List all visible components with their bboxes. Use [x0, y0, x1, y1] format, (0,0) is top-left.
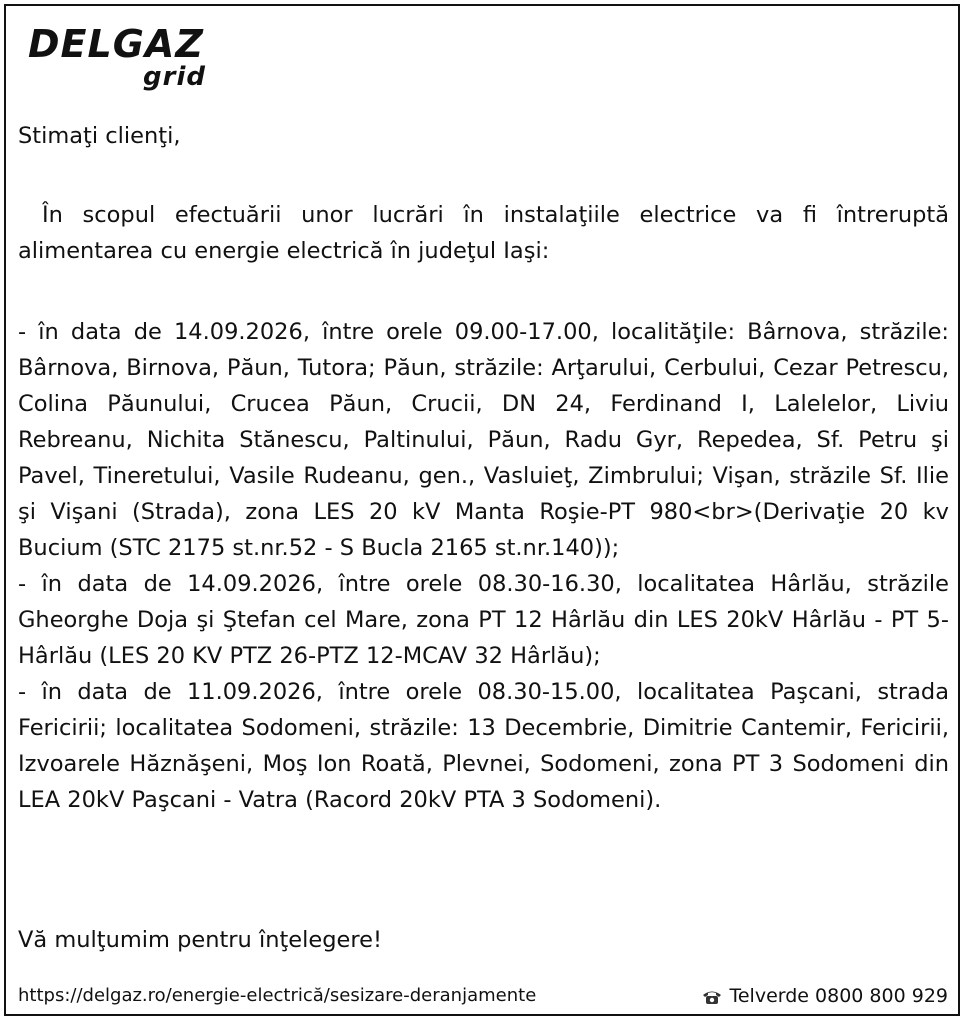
phone-contact: [701, 983, 948, 1009]
outage-item: - în data de 14.09.2026, între orele 09.00-17.00, localităţile: Bârnova, străzile: Bârnova, Birnova, Păun, Tutora; Păun, străzile: Arţarului, Cerbului, Cezar Petrescu, Colina Păunului, Crucea Păun, Crucii, DN 24, Ferdinand I, Lalelelor, Liviu Rebreanu, Nichita Stănescu, Paltinului, Păun, Radu Gyr, Repedea, Sf. Petru şi Pavel, Tineretului, Vasile Rudeanu, gen., Vasluieţ, Zimbrului; Vişan, străzile Sf. Ilie şi Vişani (Strada), zona LES 20 kV Manta Roşie-PT 980<br>(Derivaţie 20 kv Bucium (STC 2175 st.nr.52 - S Bucla 2165 st.nr.140));: [18, 319, 949, 561]
outage-item: - în data de 14.09.2026, între orele 08.30-16.30, localitatea Hârlău, străzile Gheorghe Doja şi Ştefan cel Mare, zona PT 12 Hârlău din LES 20kV Hârlău - PT 5-Hârlău (LES 20 KV PTZ 26-PTZ 12-MCAV 32 Hârlău);: [18, 571, 949, 669]
deranjamente-link[interactable]: https://delgaz.ro/energie-electrică/sesizare-deranjamente: [18, 985, 537, 1006]
greeting: Stimaţi clienţi,: [18, 123, 181, 149]
logo-subbrand: grid: [143, 62, 206, 92]
closing-line: Vă mulţumim pentru înţelegere!: [18, 927, 382, 953]
telephone-icon: [701, 987, 723, 1005]
intro-paragraph: În scopul efectuării unor lucrări în instalaţiile electrice va fi întreruptă alimentarea cu energie electrică în judeţul Iaşi:: [18, 202, 949, 264]
outage-item: - în data de 11.09.2026, între orele 08.30-15.00, localitatea Paşcani, strada Fericirii; localitatea Sodomeni, străzile: 13 Decembrie, Dimitrie Cantemir, Fericirii, Izvoarele Hăznăşeni, Moş Ion Roată, Plevnei, Sodomeni, zona PT 3 Sodomeni din LEA 20kV Paşcani - Vatra (Racord 20kV PTA 3 Sodomeni).: [18, 679, 949, 813]
phone-number: Telverde 0800 800 929: [729, 985, 948, 1007]
delgaz-grid-logo: [28, 22, 218, 98]
outage-list: [18, 314, 949, 818]
logo-brand: DELGAZ: [28, 22, 204, 66]
